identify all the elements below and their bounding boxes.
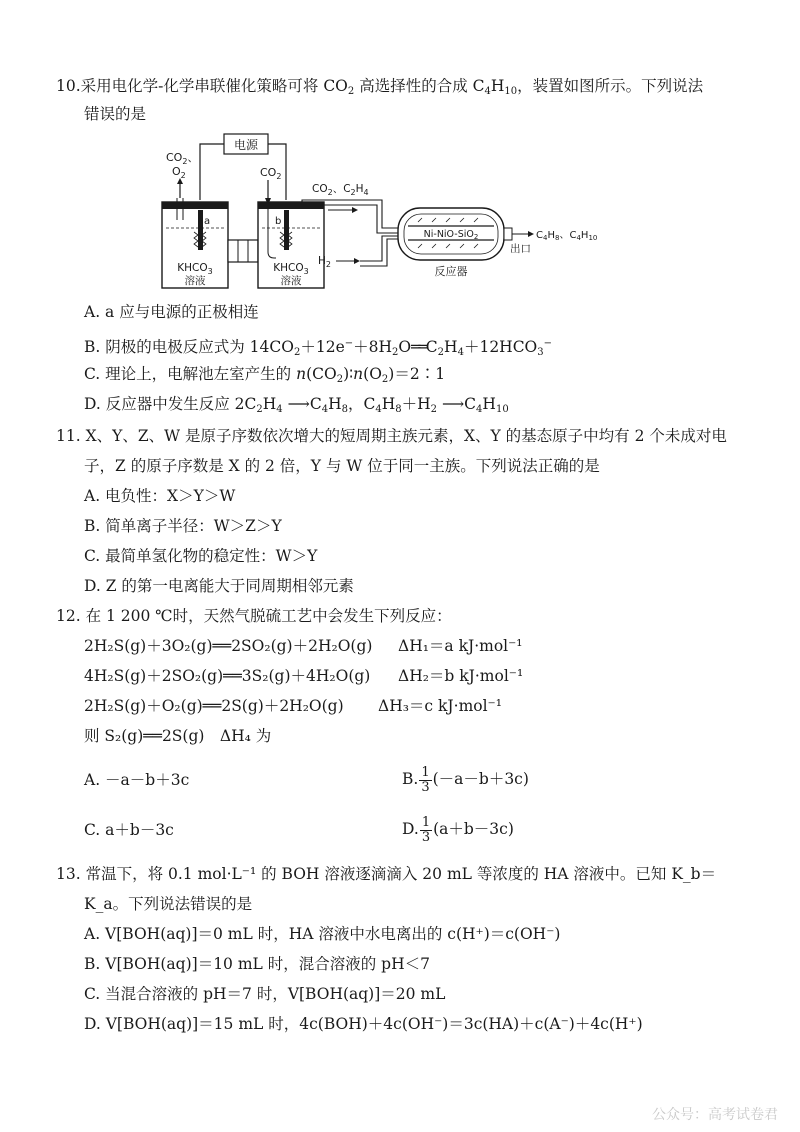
q12-option-b: B. $\frac{1}{3}$ (－a－b＋3c) bbox=[402, 764, 529, 795]
electrode-b bbox=[284, 210, 289, 250]
q13-option-d: D. V[BOH(aq)]＝15 mL 时，4c(BOH)＋4c(OH⁻)＝3c(HA)＋c(A⁻)＋4c(H⁺) bbox=[84, 1015, 643, 1033]
products-label: $C_4H_8$、$C_4H_{10}$ bbox=[536, 230, 598, 242]
right-gas-label: $CO_2$ bbox=[260, 166, 282, 181]
q10-option-d: D. 反应器中发生反应 $2C_2H_4$ $⟶C_4H_8$，$C_4H_8+H_2$ $⟶C_4H_{10}$ bbox=[84, 395, 509, 415]
electrode-b-label: b bbox=[275, 216, 282, 227]
q11-option-a: A. 电负性：X＞Y＞W bbox=[84, 487, 236, 505]
q10-option-a: A. a 应与电源的正极相连 bbox=[84, 303, 259, 321]
left-khco3-label: $KHCO_3$ bbox=[177, 262, 213, 276]
electrode-a-label: a bbox=[204, 216, 211, 227]
q12-question: 则 S₂(g)══2S(g) ΔH₄ 为 bbox=[84, 727, 272, 745]
q10-option-b: B. 阴极的电极反应式为 $14CO_2+12e^-+8H_2O══C_2H_4+12HCO_3^-$ bbox=[84, 338, 553, 358]
q12-option-a: A. －a－b＋3c bbox=[84, 771, 190, 789]
q10-stem-line2: 错误的是 bbox=[84, 105, 147, 123]
q12-enthalpy-1: ΔH₁＝a kJ·mol⁻¹ bbox=[398, 637, 523, 655]
q12-enthalpy-2: ΔH₂＝b kJ·mol⁻¹ bbox=[398, 667, 524, 685]
q13-stem-line1: 13. 常温下，将 0.1 mol·L⁻¹ 的 BOH 溶液逐滴滴入 20 mL 等浓度的 HA 溶液中。已知 K_b＝ bbox=[56, 865, 717, 883]
flow-top-label: $CO_2$、$C_2H_4$ bbox=[312, 183, 369, 197]
electrolysis-reactor-diagram bbox=[160, 128, 620, 300]
q12-option-b-fraction: $\frac{1}{3}$ bbox=[421, 764, 430, 795]
right-solution-label: 溶液 bbox=[280, 275, 302, 287]
q12-stem: 12. 在 1 200 ℃时，天然气脱硫工艺中会发生下列反应： bbox=[56, 607, 452, 625]
q12-enthalpy-3: ΔH₃＝c kJ·mol⁻¹ bbox=[378, 697, 502, 715]
q13-option-b: B. V[BOH(aq)]＝10 mL 时，混合溶液的 pH＜7 bbox=[84, 955, 430, 973]
membrane bbox=[228, 240, 258, 262]
catalyst-label: Ni-NiO-SiO$_2$ bbox=[423, 229, 479, 241]
left-gas-label-co2: $CO_2$、 bbox=[166, 151, 199, 166]
q12-reaction-3: 2H₂S(g)＋O₂(g)══2S(g)＋2H₂O(g) bbox=[84, 697, 344, 715]
q13-stem-line2: K_a。下列说法错误的是 bbox=[84, 895, 253, 913]
left-solution-label: 溶液 bbox=[184, 275, 206, 287]
q11-option-c: C. 最简单氢化物的稳定性：W＞Y bbox=[84, 547, 318, 565]
power-supply-label: 电源 bbox=[233, 138, 259, 152]
q13-option-c: C. 当混合溶液的 pH＝7 时，V[BOH(aq)]＝20 mL bbox=[84, 985, 446, 1003]
right-khco3-label: $KHCO_3$ bbox=[273, 262, 309, 276]
q12-reaction-1: 2H₂S(g)＋3O₂(g)══2SO₂(g)＋2H₂O(g) bbox=[84, 637, 373, 655]
q12-reaction-2: 4H₂S(g)＋2SO₂(g)══3S₂(g)＋4H₂O(g) bbox=[84, 667, 371, 685]
q11-stem-line1: 11. X、Y、Z、W 是原子序数依次增大的短周期主族元素，X、Y 的基态原子中均有 2 个未成对电 bbox=[56, 427, 727, 445]
outlet-label: 出口 bbox=[510, 243, 531, 255]
q13-option-a: A. V[BOH(aq)]＝0 mL 时，HA 溶液中水电离出的 c(H⁺)＝c(OH⁻) bbox=[84, 925, 561, 943]
q12-option-d: D. $\frac{1}{3}$ (a＋b－3c) bbox=[402, 814, 514, 845]
q11-stem-line2: 子，Z 的原子序数是 X 的 2 倍，Y 与 W 位于同一主族。下列说法正确的是 bbox=[84, 457, 600, 475]
q11-option-b: B. 简单离子半径：W＞Z＞Y bbox=[84, 517, 282, 535]
left-gas-label-o2: $O_2$ bbox=[172, 165, 186, 180]
h2-inlet-label: $H_2$ bbox=[318, 255, 331, 269]
reactor-label: 反应器 bbox=[434, 265, 468, 278]
q10-stem-line1: 10.采用电化学-化学串联催化策略可将 $CO_2$ 高选择性的合成 $C_4H_{10}$，装置如图所示。下列说法 bbox=[56, 77, 704, 97]
watermark-text: 公众号：高考试卷君 bbox=[652, 1107, 778, 1123]
q11-option-d: D. Z 的第一电离能大于同周期相邻元素 bbox=[84, 577, 354, 595]
q12-option-c: C. a＋b－3c bbox=[84, 821, 174, 839]
q10-option-c: C. 理论上，电解池左室产生的 $n(CO_2)∶n(O_2)=2∶1$ bbox=[84, 365, 446, 385]
q12-option-d-fraction: $\frac{1}{3}$ bbox=[421, 814, 431, 845]
electrode-a bbox=[198, 210, 203, 250]
